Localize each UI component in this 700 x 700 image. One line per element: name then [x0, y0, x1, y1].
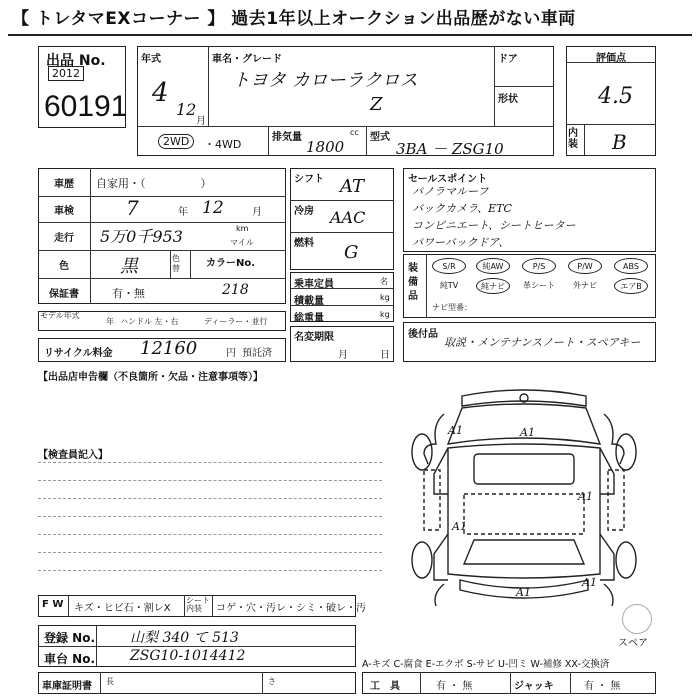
- damage-mark-4: A1: [452, 520, 467, 533]
- recycle-unit: 円: [226, 348, 236, 359]
- capacity-row-2-unit: kg: [380, 310, 390, 319]
- name-value: トヨタ カローラクロス: [232, 70, 418, 91]
- chassis-value: ZSG10-1014412: [130, 648, 246, 664]
- jack-value: 有 ・ 無: [584, 681, 621, 692]
- damage-mark-6: A1: [582, 576, 597, 589]
- cc-unit: cc: [350, 128, 359, 137]
- equip-airbag: エアB: [614, 278, 648, 294]
- name-change-month: 月: [338, 350, 348, 361]
- registration-label: 登録 No.: [44, 631, 96, 645]
- equip-sr: S/R: [432, 258, 466, 274]
- equip-abs: ABS: [614, 258, 648, 274]
- inspect-month: 12: [202, 198, 224, 218]
- lot-label: 出品 No.: [46, 53, 106, 69]
- sales-label: セールスポイント: [408, 174, 488, 185]
- displacement-label: 排気量: [272, 132, 302, 143]
- ac-value: AAC: [330, 208, 366, 227]
- shift-label: シフト: [294, 174, 324, 185]
- model-row-label: モデル年式: [40, 311, 80, 320]
- equip-navi: 純ナビ: [476, 278, 510, 294]
- recycle-label: リサイクル料金: [44, 348, 113, 359]
- name-change-day: 日: [380, 350, 390, 361]
- fw-seat-items: コゲ・穴・汚レ・シミ・破レ・汚: [216, 603, 366, 614]
- tools-value: 有 ・ 無: [436, 681, 473, 692]
- capacity-row-1-unit: kg: [380, 293, 390, 302]
- interior-label: 内装: [568, 128, 578, 150]
- inspector-label: 【検査員記入】: [38, 450, 108, 461]
- capacity-row-0-unit: 名: [380, 277, 388, 286]
- damage-mark-3: A1: [578, 490, 593, 503]
- jack-label: ジャッキ: [514, 681, 554, 692]
- mileage-value: 5万0千953: [100, 227, 183, 246]
- fw-seat: シート内装: [186, 596, 210, 613]
- model-row-year: 年: [106, 317, 114, 326]
- month-value: 12: [176, 100, 197, 119]
- fuel-label: 燃料: [294, 238, 314, 249]
- name-change-label: 名変期限: [294, 332, 334, 343]
- fw-items: キズ・ヒビ石・割レX: [74, 603, 171, 614]
- equip-ext-navi: 外ナビ: [573, 281, 597, 290]
- equip-leather: 革シート: [523, 281, 555, 290]
- inspect-label: 車検: [54, 206, 74, 217]
- score-label: 評価点: [596, 53, 626, 64]
- year-label: 年式: [141, 54, 161, 65]
- interior-value: B: [612, 130, 627, 154]
- chassis-label: 車台 No.: [44, 652, 96, 666]
- equip-ps: P/S: [522, 258, 556, 274]
- cert-label: 車庫証明書: [42, 681, 92, 692]
- spare-label: スペア: [618, 638, 648, 649]
- history-value: 自家用・（ ）: [96, 177, 212, 190]
- equip-aw: 純AW: [476, 258, 510, 274]
- declaration-label: 【出品店申告欄（不良箇所・欠品・注意事項等）】: [38, 372, 263, 383]
- color-label: 色: [59, 261, 69, 272]
- cert-a: 長: [106, 677, 114, 686]
- fuel-value: G: [344, 242, 359, 263]
- mile-unit: マイル: [230, 238, 254, 247]
- drive-4wd: ・4WD: [204, 138, 242, 151]
- equip-pw: P/W: [568, 258, 602, 274]
- warranty-value: 有・無: [112, 287, 145, 300]
- color-change: 色替: [172, 254, 180, 273]
- damage-legend: A-キズ C-腐食 E-エクボ S-サビ U-凹ミ W-補修 XX-交換済: [362, 659, 610, 670]
- warranty-label: 保証書: [49, 289, 79, 300]
- grade-value: Z: [370, 94, 383, 115]
- model-label: 型式: [370, 132, 390, 143]
- door-label: ドア: [498, 54, 518, 65]
- registration-value: 山梨 340 て 513: [130, 630, 239, 646]
- color-value: 黒: [120, 256, 138, 277]
- lot-year-tag: 2012: [48, 66, 84, 81]
- damage-mark-2: A1: [520, 426, 535, 439]
- year-value: 4: [152, 78, 169, 108]
- navi-model-label: ナビ型番：: [432, 303, 472, 312]
- shift-value: AT: [340, 176, 365, 197]
- ac-label: 冷房: [294, 206, 314, 217]
- name-label: 車名・グレード: [212, 54, 282, 65]
- fw-label: F W: [42, 599, 64, 610]
- sales-line-3: パワーバックドア、: [412, 236, 510, 249]
- equipment-label: 装備品: [408, 263, 418, 302]
- inspect-year: 7: [126, 196, 139, 220]
- after-value: 取説・メンテナンスノート・スペアキー: [444, 336, 641, 349]
- shape-label: 形状: [498, 94, 518, 105]
- sales-line-1: バックカメラ、ETC: [412, 202, 512, 215]
- tools-label: 工 具: [370, 681, 400, 692]
- inspect-year-unit: 年: [178, 207, 188, 218]
- mileage-label: 走行: [54, 233, 74, 244]
- damage-mark-5: A1: [516, 586, 531, 599]
- score-value: 4.5: [598, 84, 633, 109]
- colorno-value: 218: [222, 282, 249, 298]
- history-label: 車歴: [54, 179, 74, 190]
- displacement-value: 1800: [306, 138, 345, 156]
- km-unit: km: [236, 224, 249, 233]
- colorno-label: カラーNo.: [206, 258, 256, 269]
- drive-2wd: 2WD: [158, 134, 194, 149]
- sales-line-2: コンビニエート、シートヒーター: [412, 219, 576, 232]
- recycle-deposit: 預託済: [242, 348, 272, 359]
- cert-b: さ: [268, 677, 276, 686]
- month-unit: 月: [196, 116, 206, 127]
- lot-number: 60191: [44, 90, 128, 123]
- inspect-month-unit: 月: [252, 207, 262, 218]
- after-label: 後付品: [408, 329, 438, 340]
- capacity-row-1-label: 積載量: [294, 296, 324, 307]
- capacity-row-2-label: 総重量: [294, 313, 324, 324]
- damage-mark-1: A1: [448, 424, 463, 437]
- sales-line-0: パノラマルーフ: [412, 185, 489, 198]
- recycle-value: 12160: [140, 338, 198, 359]
- model-value: 3BA － ZSG10: [396, 140, 504, 158]
- spare-tire-icon: [622, 604, 652, 634]
- capacity-row-0-label: 乗車定員: [294, 279, 334, 290]
- model-row-handle: ハンドル 左・右: [120, 317, 179, 326]
- equip-tv: 純TV: [439, 281, 459, 290]
- header-title: 【 トレタマEXコーナー 】 過去1年以上オークション出品歴がない車両: [12, 9, 576, 29]
- model-row-dealer: ディーラー・並行: [204, 317, 268, 326]
